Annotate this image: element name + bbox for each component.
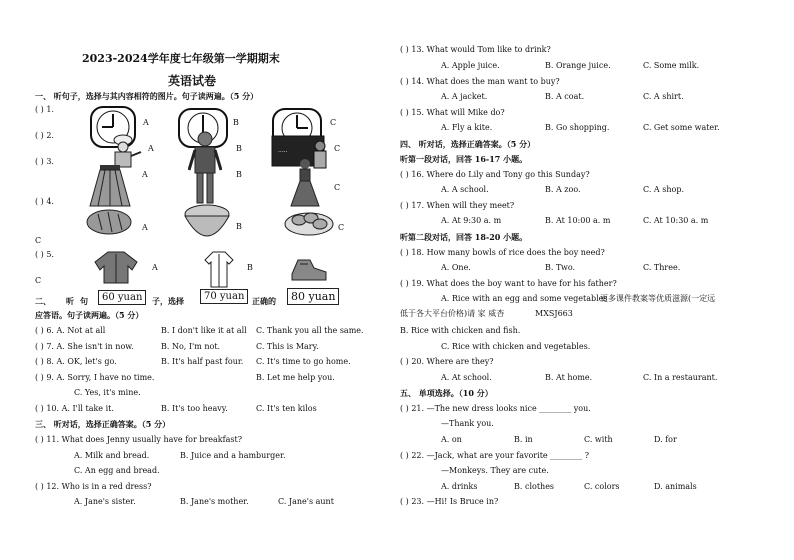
q5-opt-a: A bbox=[152, 263, 158, 272]
q4-opt-c: C bbox=[338, 223, 345, 232]
section-2-sentence: 句 bbox=[80, 296, 88, 306]
price-box-70: 70 yuan bbox=[200, 289, 248, 304]
q1-opt-c: C bbox=[330, 118, 337, 127]
q11-a: A. Milk and bread. bbox=[74, 451, 150, 460]
q19-b: B. Rice with chicken and fish. bbox=[400, 326, 521, 335]
q8-b: B. It's half past four. bbox=[161, 357, 244, 366]
q20-a: A. At school. bbox=[441, 373, 492, 382]
q4-opt-b: B bbox=[236, 222, 242, 231]
q6-b: B. I don't like it at all bbox=[161, 326, 247, 335]
q22-c: C. colors bbox=[584, 482, 620, 491]
section-3-heading: 三、 听对话，选择正确答案。（5 分） bbox=[35, 419, 171, 429]
q20-stem: ( ) 20. Where are they? bbox=[400, 357, 494, 366]
q10-b: B. It's too heavy. bbox=[161, 404, 228, 413]
bread-picture bbox=[86, 208, 132, 236]
ad-line-1: 更多课件教案等优质滋源(一定远 bbox=[600, 294, 716, 303]
q17-c: C. At 10:30 a. m bbox=[643, 216, 709, 225]
q21-c: C. with bbox=[584, 435, 613, 444]
price-box-60: 60 yuan bbox=[98, 290, 146, 305]
q3-label: ( ) 3. bbox=[35, 157, 54, 166]
rice-bowl-picture bbox=[183, 204, 231, 246]
q17-a: A. At 9:30 a. m bbox=[441, 216, 502, 225]
q16-a: A. A school. bbox=[441, 185, 489, 194]
q9-c: C. Yes, it's mine. bbox=[74, 388, 141, 397]
exam-subtitle: 英语试卷 bbox=[168, 74, 217, 88]
cook-picture bbox=[103, 134, 143, 168]
q18-c: C. Three. bbox=[643, 263, 681, 272]
q12-stem: ( ) 12. Who is in a red dress? bbox=[35, 482, 152, 491]
section-4-heading: 四、 听对话，选择正确答案。（5 分） bbox=[400, 139, 536, 149]
q3-opt-b: B bbox=[236, 170, 242, 179]
q15-b: B. Go shopping. bbox=[545, 123, 610, 132]
q3-opt-c: C bbox=[334, 183, 341, 192]
q14-stem: ( ) 14. What does the man want to buy? bbox=[400, 77, 560, 86]
section-5-heading: 五、 单项选择。（10 分） bbox=[400, 388, 493, 398]
q13-b: B. Orange juice. bbox=[545, 61, 611, 70]
ad-line-3: MXSJ663 bbox=[535, 309, 573, 318]
man-picture bbox=[188, 130, 222, 206]
q21-stem: ( ) 21. —The new dress looks nice ________ you. bbox=[400, 404, 591, 413]
q7-c: C. This is Mary. bbox=[256, 342, 319, 351]
q19-a: A. Rice with an egg and some vegetables bbox=[441, 294, 608, 303]
q19-stem: ( ) 19. What does the boy want to have for his father? bbox=[400, 279, 617, 288]
q18-stem: ( ) 18. How many bowls of rice does the boy need? bbox=[400, 248, 605, 257]
q20-b: B. At home. bbox=[545, 373, 593, 382]
q16-b: B. A zoo. bbox=[545, 185, 581, 194]
q17-b: B. At 10:00 a. m bbox=[545, 216, 611, 225]
q13-c: C. Some milk. bbox=[643, 61, 700, 70]
ad-line-2: 低于各大平台价格)请 家 威杏 bbox=[400, 309, 505, 318]
q10-a: ( ) 10. A. I'll take it. bbox=[35, 404, 114, 413]
q21-reply: —Thank you. bbox=[441, 419, 494, 428]
q14-a: A. A jacket. bbox=[441, 92, 488, 101]
jacket-picture bbox=[94, 250, 138, 284]
q22-reply: —Monkeys. They are cute. bbox=[441, 466, 549, 475]
q16-stem: ( ) 16. Where do Lily and Tony go this Sunday? bbox=[400, 170, 590, 179]
shoes-picture bbox=[290, 254, 328, 282]
q21-a: A. on bbox=[441, 435, 462, 444]
q5-opt-b: B bbox=[247, 263, 253, 272]
part-2-note: 听第二段对话，回答 18-20 小题。 bbox=[400, 232, 528, 242]
q9-b: B. Let me help you. bbox=[256, 373, 335, 382]
q7-a: ( ) 7. A. She isn't in now. bbox=[35, 342, 134, 351]
svg-text:.....: ..... bbox=[278, 147, 288, 154]
skirt-picture bbox=[88, 164, 132, 208]
q1-label: ( ) 1. bbox=[35, 105, 54, 114]
q10-c: C. It's ten kilos bbox=[256, 404, 317, 413]
q19-c: C. Rice with chicken and vegetables. bbox=[441, 342, 591, 351]
q2-opt-c: C bbox=[334, 144, 341, 153]
q22-stem: ( ) 22. —Jack, what are your favorite ________ ? bbox=[400, 451, 590, 460]
price-box-80: 80 yuan bbox=[287, 288, 339, 305]
q21-b: B. in bbox=[514, 435, 533, 444]
q23-stem: ( ) 23. —Hi! Is Bruce in? bbox=[400, 497, 499, 506]
eggs-plate-picture bbox=[284, 208, 334, 236]
q13-a: A. Apple juice. bbox=[441, 61, 500, 70]
q12-c: C. Jane's aunt bbox=[278, 497, 334, 506]
section-2-zi: 子，选择 bbox=[152, 296, 184, 306]
q8-a: ( ) 8. A. OK, let's go. bbox=[35, 357, 117, 366]
q11-stem: ( ) 11. What does Jenny usually have for breakfast? bbox=[35, 435, 242, 444]
section-2-listen: 听 bbox=[66, 296, 74, 306]
section-2-correct: 正确的 bbox=[252, 296, 276, 306]
q2-opt-b: B bbox=[236, 144, 242, 153]
q12-a: A. Jane's sister. bbox=[74, 497, 136, 506]
q4-extra-c: C bbox=[35, 236, 42, 245]
q2-opt-a: A bbox=[148, 144, 154, 153]
q13-stem: ( ) 13. What would Tom like to drink? bbox=[400, 45, 551, 54]
q15-c: C. Get some water. bbox=[643, 123, 720, 132]
q5-extra-c: C bbox=[35, 276, 42, 285]
q2-label: ( ) 2. bbox=[35, 131, 54, 140]
section-2-tail: 应答语。句子读两遍。（5 分） bbox=[35, 310, 144, 320]
q22-d: D. animals bbox=[654, 482, 697, 491]
q15-a: A. Fly a kite. bbox=[441, 123, 493, 132]
q1-opt-a: A bbox=[143, 118, 149, 127]
section-1-heading: 一、 听句子，选择与其内容相符的图片。句子读两遍。（5 分） bbox=[35, 91, 259, 101]
q14-c: C. A shirt. bbox=[643, 92, 684, 101]
exam-title: 2023-2024学年度七年级第一学期期末 bbox=[82, 52, 280, 65]
q9-a: ( ) 9. A. Sorry, I have no time. bbox=[35, 373, 155, 382]
q6-c: C. Thank you all the same. bbox=[256, 326, 364, 335]
q18-b: B. Two. bbox=[545, 263, 576, 272]
q1-opt-b: B bbox=[233, 118, 239, 127]
q3-opt-a: A bbox=[142, 170, 148, 179]
q15-stem: ( ) 15. What will Mike do? bbox=[400, 108, 505, 117]
q4-label: ( ) 4. bbox=[35, 197, 54, 206]
section-2-lead: 二、 bbox=[35, 296, 51, 306]
q8-c: C. It's time to go home. bbox=[256, 357, 351, 366]
q18-a: A. One. bbox=[441, 263, 471, 272]
q20-c: C. In a restaurant. bbox=[643, 373, 718, 382]
q4-opt-a: A bbox=[142, 223, 148, 232]
q22-b: B. clothes bbox=[514, 482, 555, 491]
q5-label: ( ) 5. bbox=[35, 250, 54, 259]
shirt-picture bbox=[204, 250, 234, 288]
q16-c: C. A shop. bbox=[643, 185, 684, 194]
q12-b: B. Jane's mother. bbox=[180, 497, 249, 506]
q7-b: B. No, I'm not. bbox=[161, 342, 221, 351]
dress-picture bbox=[290, 158, 320, 208]
q11-c: C. An egg and bread. bbox=[74, 466, 160, 475]
q6-a: ( ) 6. A. Not at all bbox=[35, 326, 106, 335]
part-1-note: 听第一段对话，回答 16-17 小题。 bbox=[400, 154, 528, 164]
q21-d: D. for bbox=[654, 435, 677, 444]
q17-stem: ( ) 17. When will they meet? bbox=[400, 201, 515, 210]
q11-b: B. Juice and a hamburger. bbox=[180, 451, 286, 460]
q22-a: A. drinks bbox=[441, 482, 478, 491]
q14-b: B. A coat. bbox=[545, 92, 585, 101]
